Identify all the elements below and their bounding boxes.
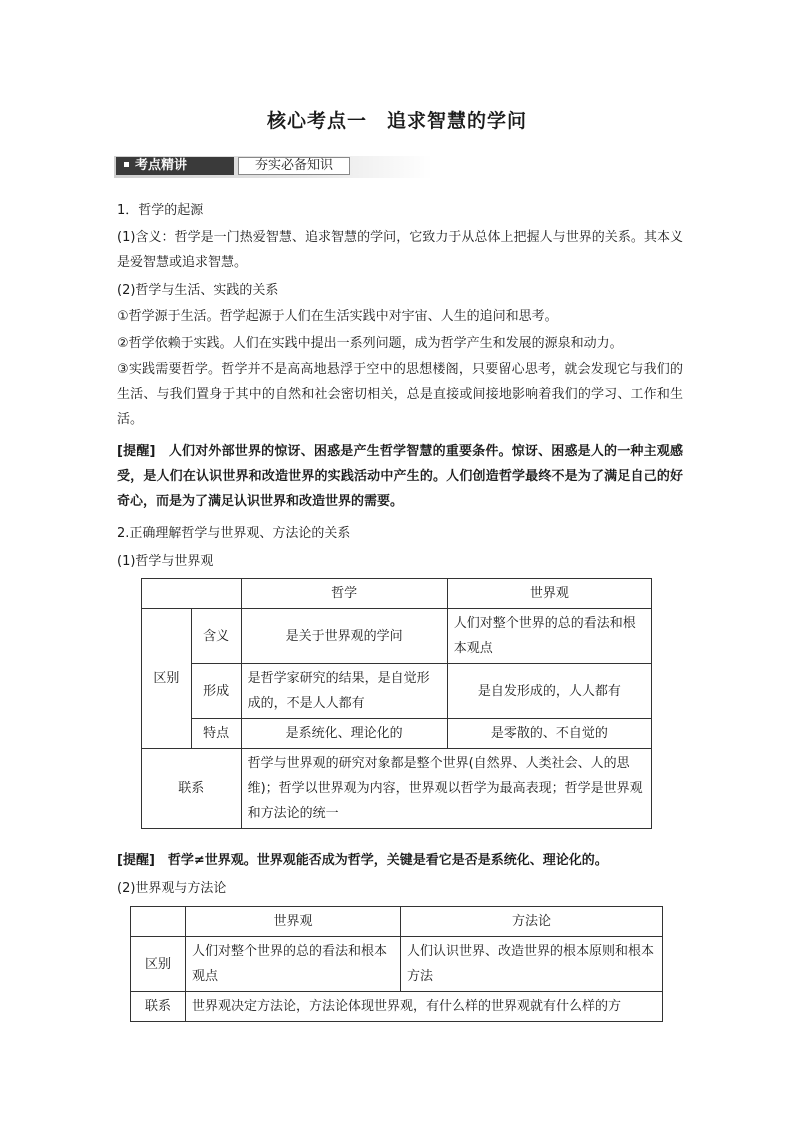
page-title: 核心考点一 追求智慧的学问 xyxy=(266,110,527,132)
heading-relation: 2.正确理解哲学与世界观、方法论的关系 xyxy=(117,526,351,541)
table-cell: 人们认识世界、改造世界的根本原则和根本方法 xyxy=(401,937,663,992)
table-row xyxy=(142,749,652,829)
table-group-label: 区别 xyxy=(142,609,192,749)
table-row-label: 含义 xyxy=(191,609,241,664)
table-header-cell: 世界观 xyxy=(186,907,401,937)
table-cell: 是零散的、不自觉的 xyxy=(447,719,651,749)
table-header-cell: 哲学 xyxy=(241,579,447,609)
subheading-life-practice: (2)哲学与生活、实践的关系 xyxy=(117,283,279,298)
table-cell: 是自发形成的，人人都有 xyxy=(447,664,651,719)
table-row xyxy=(142,719,652,749)
square-bullet-icon xyxy=(124,162,129,167)
table-cell: 人们对整个世界的总的看法和根本观点 xyxy=(186,937,401,992)
point-3: ③实践需要哲学。哲学并不是高高地悬浮于空中的思想楼阁，只要留心思考，就会发现它与我们的生活、与我们置身于其中的自然和社会密切相关，总是直接或间接地影响着我们的学习、工作和生活。 xyxy=(117,362,683,427)
point-2: ②哲学依赖于实践。人们在实践中提出一系列问题，成为哲学产生和发展的源泉和动力。 xyxy=(117,336,623,351)
reminder-1: [提醒] 人们对外部世界的惊讶、困惑是产生哲学智慧的重要条件。惊讶、困惑是人的一种主观感受，是人们在认识世界和改造世界的实践活动中产生的。人们创造哲学最终不是为了满足自己的好奇心，而是为了满足认识世界和改造世界的需要。 xyxy=(117,444,683,509)
banner-left-label: 考点精讲 xyxy=(135,158,188,173)
table-cell: 人们对整个世界的总的看法和根本观点 xyxy=(447,609,651,664)
table-row-label: 区别 xyxy=(131,937,186,992)
table-row xyxy=(142,579,652,609)
point-1: ①哲学源于生活。哲学起源于人们在生活实践中对宇宙、人生的追问和思考。 xyxy=(117,309,558,324)
table-row xyxy=(131,937,663,992)
banner-left-tag xyxy=(116,157,234,175)
table-cell: 是哲学家研究的结果，是自觉形成的，不是人人都有 xyxy=(241,664,447,719)
table-cell: 哲学与世界观的研究对象都是整个世界(自然界、人类社会、人的思维)；哲学以世界观为内容，世界观以哲学为最高表现；哲学是世界观和方法论的统一 xyxy=(241,749,651,829)
table-philosophy-worldview xyxy=(141,578,652,829)
subheading-worldview-methodology: (2)世界观与方法论 xyxy=(117,881,227,896)
reminder-2: [提醒] 哲学≠世界观。世界观能否成为哲学，关键是看它是否是系统化、理论化的。 xyxy=(117,853,608,868)
table-link-label: 联系 xyxy=(142,749,242,829)
subheading-philosophy-worldview: (1)哲学与世界观 xyxy=(117,554,214,569)
table-cell xyxy=(131,907,186,937)
table-worldview-methodology xyxy=(130,906,663,1022)
table-row-label: 联系 xyxy=(131,992,186,1022)
table-row xyxy=(142,664,652,719)
paragraph-definition: (1)含义：哲学是一门热爱智慧、追求智慧的学问，它致力于从总体上把握人与世界的关系。其本义是爱智慧或追求智慧。 xyxy=(117,230,683,270)
table-cell: 世界观决定方法论，方法论体现世界观，有什么样的世界观就有什么样的方 xyxy=(186,992,663,1022)
banner-right-label: 夯实必备知识 xyxy=(238,157,350,175)
section-banner xyxy=(114,156,434,178)
table-row xyxy=(142,609,652,664)
table-header-cell: 方法论 xyxy=(401,907,663,937)
table-row xyxy=(131,907,663,937)
table-cell xyxy=(142,579,242,609)
heading-origin: 1．哲学的起源 xyxy=(117,203,204,218)
table-header-cell: 世界观 xyxy=(447,579,651,609)
table-row xyxy=(131,992,663,1022)
table-row-label: 形成 xyxy=(191,664,241,719)
table-cell: 是系统化、理论化的 xyxy=(241,719,447,749)
table-row-label: 特点 xyxy=(191,719,241,749)
table-cell: 是关于世界观的学问 xyxy=(241,609,447,664)
